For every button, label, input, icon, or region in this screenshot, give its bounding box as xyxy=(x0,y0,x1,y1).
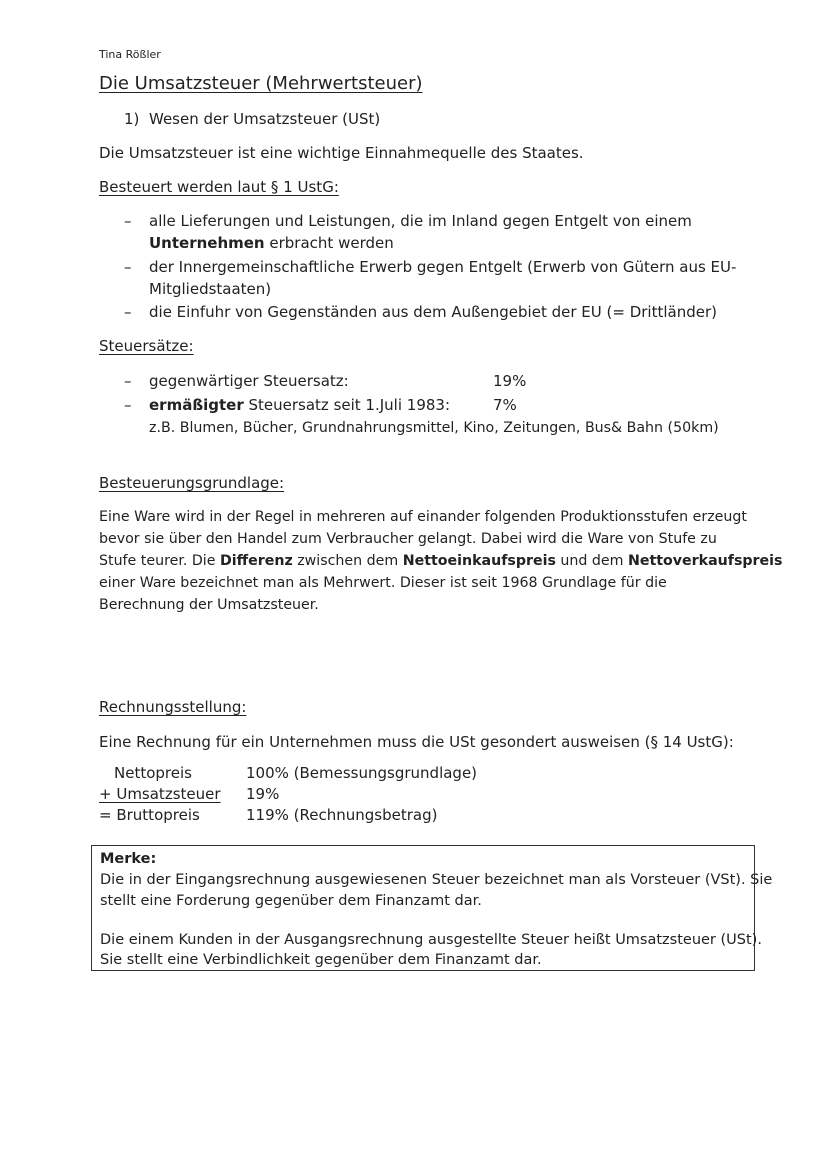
bullet-dash: – xyxy=(124,396,132,414)
merke-box xyxy=(91,845,773,971)
text-segment: und dem xyxy=(555,553,628,569)
invoice-heading: Rechnungsstellung: xyxy=(99,698,247,716)
section-number: 1) xyxy=(124,110,140,128)
standard-rate-value: 19% xyxy=(493,372,527,390)
merke-line: Die einem Kunden in der Ausgangsrechnung ausgestellte Steuer heißt Umsatzsteuer (USt). xyxy=(100,932,762,948)
list-item-text: Mitgliedstaaten) xyxy=(149,280,272,298)
bullet-dash: – xyxy=(124,303,132,321)
row-label: Nettopreis xyxy=(114,764,192,782)
text-segment: zwischen dem xyxy=(292,553,403,569)
row-value: 19% xyxy=(246,785,280,803)
section-heading: Wesen der Umsatzsteuer (USt) xyxy=(149,110,381,128)
row-value: 119% (Rechnungsbetrag) xyxy=(246,806,438,824)
merke-heading: Merke: xyxy=(100,851,157,867)
intro-text: Die Umsatzsteuer ist eine wichtige Einnahmequelle des Staates. xyxy=(99,144,584,162)
standard-rate-label: gegenwärtiger Steuersatz: xyxy=(149,372,349,390)
text-segment: Stufe teurer. Die xyxy=(99,553,220,569)
row-label: = Bruttopreis xyxy=(99,806,200,824)
reduced-rate-label-rest: Steuersatz seit 1.Juli 1983: xyxy=(243,396,450,414)
list-item-text xyxy=(149,232,394,254)
taxed-heading: Besteuert werden laut § 1 UstG: xyxy=(99,178,339,196)
list-item-text: der Innergemeinschaftliche Erwerb gegen Entgelt (Erwerb von Gütern aus EU- xyxy=(149,258,737,276)
page-title: Die Umsatzsteuer (Mehrwertsteuer) xyxy=(99,73,423,94)
paragraph-line xyxy=(99,550,782,572)
bullet-dash: – xyxy=(124,372,132,390)
author-name: Tina Rößler xyxy=(99,48,161,61)
emphasis-text: Unternehmen xyxy=(149,234,265,252)
emphasis-text: Nettoeinkaufspreis xyxy=(402,553,556,569)
paragraph-line: Berechnung der Umsatzsteuer. xyxy=(99,597,319,613)
reduced-rate-label xyxy=(149,394,450,416)
bullet-dash: – xyxy=(124,212,132,230)
merke-line: stellt eine Forderung gegenüber dem Finanzamt dar. xyxy=(100,893,482,909)
emphasis-text: Nettoverkaufspreis xyxy=(627,553,783,569)
paragraph-line: bevor sie über den Handel zum Verbraucher gelangt. Dabei wird die Ware von Stufe zu xyxy=(99,531,717,547)
merke-line: Die in der Eingangsrechnung ausgewiesenen Steuer bezeichnet man als Vorsteuer (VSt). Sie xyxy=(100,872,773,888)
invoice-intro: Eine Rechnung für ein Unternehmen muss die USt gesondert ausweisen (§ 14 UstG): xyxy=(99,733,734,751)
paragraph-line: einer Ware bezeichnet man als Mehrwert. Dieser ist seit 1968 Grundlage für die xyxy=(99,575,667,591)
bullet-dash: – xyxy=(124,258,132,276)
reduced-rate-examples: z.B. Blumen, Bücher, Grundnahrungsmittel, Kino, Zeitungen, Bus& Bahn (50km) xyxy=(149,420,719,436)
list-item-text: die Einfuhr von Gegenständen aus dem Außengebiet der EU (= Drittländer) xyxy=(149,303,717,321)
emphasis-text: ermäßigter xyxy=(149,396,244,414)
row-label: + Umsatzsteuer xyxy=(99,785,221,803)
list-item-text: alle Lieferungen und Leistungen, die im Inland gegen Entgelt von einem xyxy=(149,212,692,230)
row-value: 100% (Bemessungsgrundlage) xyxy=(246,764,478,782)
paragraph-line: Eine Ware wird in der Regel in mehreren auf einander folgenden Produktionsstufen erzeugt xyxy=(99,509,747,525)
basis-heading: Besteuerungsgrundlage: xyxy=(99,474,285,492)
emphasis-text: Differenz xyxy=(219,553,293,569)
merke-line: Sie stellt eine Verbindlichkeit gegenüber dem Finanzamt dar. xyxy=(100,952,542,968)
rates-heading: Steuersätze: xyxy=(99,337,194,355)
list-item-text-rest: erbracht werden xyxy=(264,234,394,252)
reduced-rate-value: 7% xyxy=(493,396,517,414)
